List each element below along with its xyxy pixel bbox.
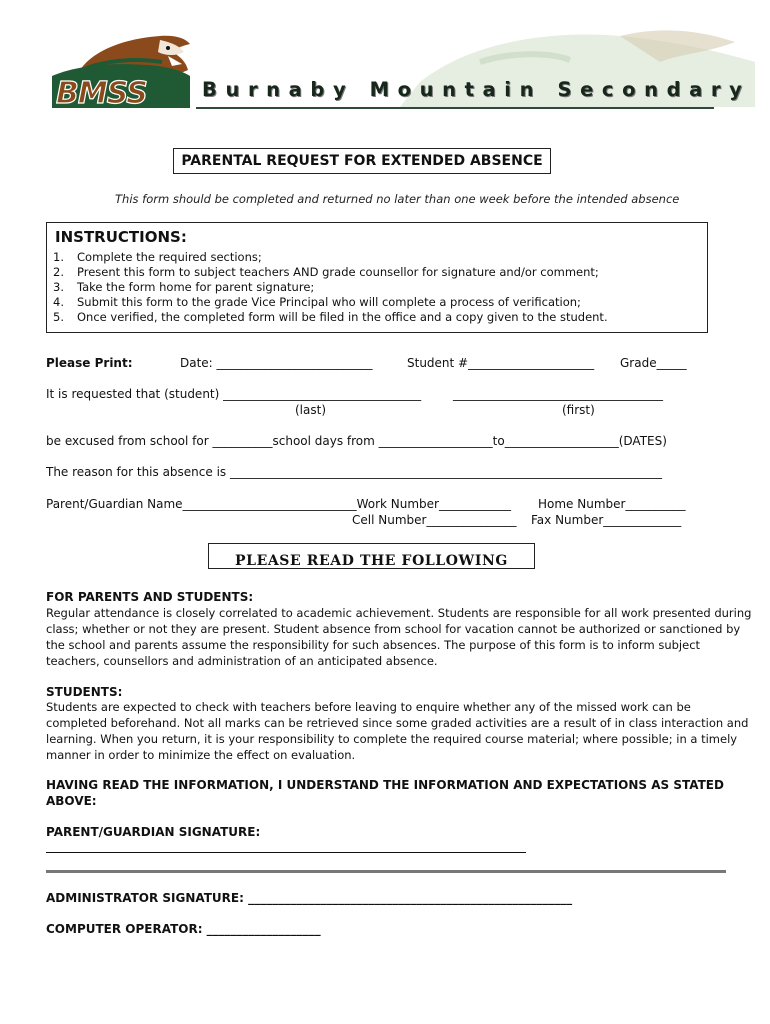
student-number-field[interactable]: Student #_____________________ bbox=[407, 356, 595, 370]
instruction-item: 1. Complete the required sections; bbox=[53, 250, 262, 264]
instructions-box bbox=[46, 222, 708, 333]
grade-field[interactable]: Grade_____ bbox=[620, 356, 687, 370]
students-text-line: learning. When you return, it is your responsibility to complete the required course material; where possible; in a timely bbox=[46, 732, 738, 746]
students-text-line: manner in order to minimize the effect on evaluation. bbox=[46, 748, 356, 762]
school-name: Burnaby Mountain Secondary bbox=[202, 78, 751, 101]
please-print-label: Please Print: bbox=[46, 356, 133, 370]
first-name-label: (first) bbox=[562, 403, 595, 417]
page-header bbox=[0, 0, 770, 130]
instruction-item: 4. Submit this form to the grade Vice Principal who will complete a process of verification; bbox=[53, 295, 581, 309]
instruction-item: 2. Present this form to subject teachers AND grade counsellor for signature and/or comment; bbox=[53, 265, 599, 279]
students-heading: STUDENTS: bbox=[46, 685, 123, 699]
form-subtitle: This form should be completed and returned no later than one week before the intended absence bbox=[115, 192, 680, 206]
please-read-box: PLEASE READ THE FOLLOWING bbox=[208, 543, 535, 569]
acknowledgement-line: HAVING READ THE INFORMATION, I UNDERSTAND THE INFORMATION AND EXPECTATIONS AS STATED bbox=[46, 778, 724, 792]
parents-text-line: class; whether or not they are present. Student absence from school for vacation cannot be authorized or sanctioned by bbox=[46, 622, 741, 636]
students-text-line: completed beforehand. Not all marks can be retrieved since some graded activities are a result of in class interaction and bbox=[46, 716, 749, 730]
cell-number-field[interactable]: Cell Number_______________ bbox=[352, 513, 517, 527]
form-title: PARENTAL REQUEST FOR EXTENDED ABSENCE bbox=[173, 148, 551, 174]
parent-name-work-field[interactable]: Parent/Guardian Name_____________________________Work Number____________ bbox=[46, 497, 511, 511]
administrator-signature-field[interactable]: ADMINISTRATOR SIGNATURE: ______________________________________________________ bbox=[46, 891, 573, 905]
acknowledgement-line: ABOVE: bbox=[46, 794, 97, 808]
instructions-title: INSTRUCTIONS: bbox=[55, 228, 187, 246]
date-field[interactable]: Date: __________________________ bbox=[180, 356, 373, 370]
parents-text-line: teachers, counsellors and administration of an anticipated absence. bbox=[46, 654, 438, 668]
absence-reason-field[interactable]: The reason for this absence is ________________________________________________________________________ bbox=[46, 465, 662, 479]
cougar-logo-icon bbox=[50, 30, 200, 115]
student-first-name-field[interactable]: ___________________________________ bbox=[453, 387, 663, 401]
instruction-item: 3. Take the form home for parent signature; bbox=[53, 280, 315, 294]
absence-dates-field[interactable]: be excused from school for __________school days from ___________________to___________________(DATES) bbox=[46, 434, 667, 448]
parents-heading: FOR PARENTS AND STUDENTS: bbox=[46, 590, 254, 604]
svg-text:BMSS: BMSS bbox=[56, 76, 147, 111]
section-divider bbox=[46, 870, 726, 873]
fax-number-field[interactable]: Fax Number_____________ bbox=[531, 513, 682, 527]
instruction-item: 5. Once verified, the completed form will be filed in the office and a copy given to the student. bbox=[53, 310, 608, 324]
parents-text-line: the school and parents assume the responsibility for such absences. The purpose of this form is to inform subject bbox=[46, 638, 701, 652]
school-logo bbox=[50, 30, 200, 115]
computer-operator-field[interactable]: COMPUTER OPERATOR: ___________________ bbox=[46, 922, 321, 936]
parent-signature-line[interactable] bbox=[46, 852, 526, 853]
home-number-field[interactable]: Home Number__________ bbox=[538, 497, 686, 511]
header-rule bbox=[196, 107, 714, 109]
last-name-label: (last) bbox=[295, 403, 327, 417]
student-last-name-field[interactable]: It is requested that (student) _________________________________ bbox=[46, 387, 422, 401]
students-text-line: Students are expected to check with teachers before leaving to enquire whether any of the missed work can be bbox=[46, 700, 691, 714]
parent-signature-label: PARENT/GUARDIAN SIGNATURE: bbox=[46, 825, 261, 839]
parents-text-line: Regular attendance is closely correlated to academic achievement. Students are responsible for all work presented during bbox=[46, 606, 752, 620]
